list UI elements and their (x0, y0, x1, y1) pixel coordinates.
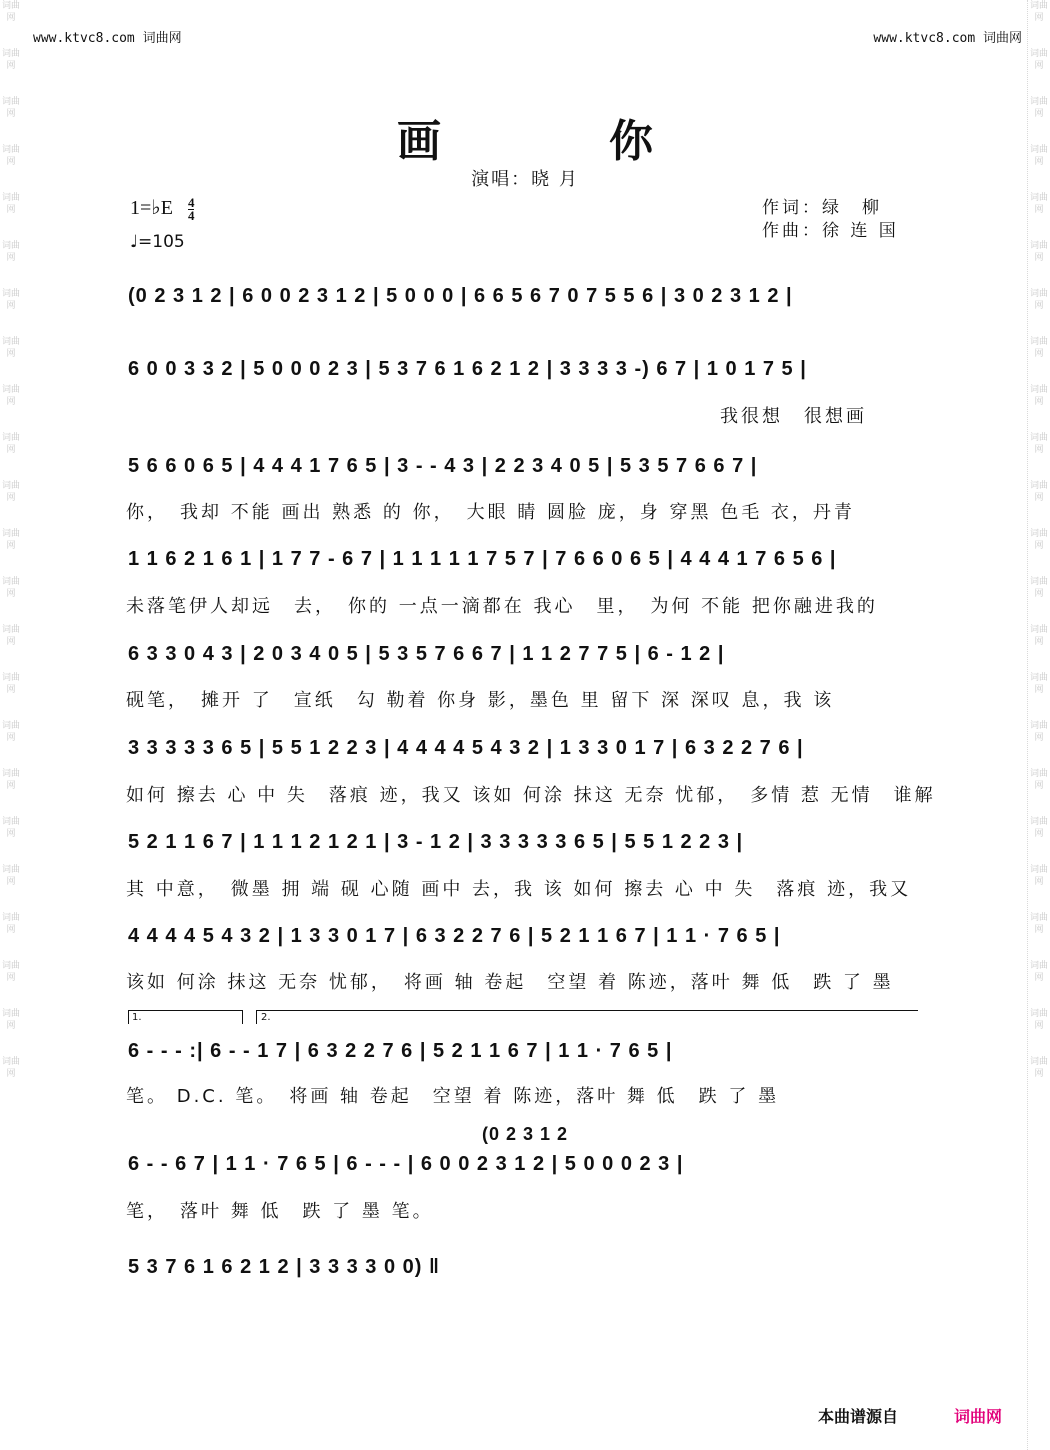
lyric-line-8: 该如 何涂 抹这 无奈 忧郁， 将画 轴 卷起 空望 着 陈迹，落叶 舞 低 跌 了 墨 (126, 972, 894, 993)
score-line-6: 3 3 3 3 3 6 5 | 5 5 1 2 2 3 | 4 4 4 4 5 4 3 2 | 1 3 3 0 1 7 | 6 3 2 2 7 6 | (128, 737, 804, 759)
volta-1-right (242, 1010, 243, 1024)
lyric-line-5: 砚笔， 摊开 了 宣纸 勾 勒着 你身 影，墨色 里 留下 深 深叹 息，我 该 (126, 690, 835, 711)
volta-2-left (256, 1010, 257, 1024)
footer-source-text: 本曲谱源自 (818, 1407, 899, 1426)
score-line-7: 5 2 1 1 6 7 | 1 1 1 2 1 2 1 | 3 - 1 2 | 3 3 3 3 3 6 5 | 5 5 1 2 2 3 | (128, 831, 744, 853)
score-line-10: 6 - - 6 7 | 1 1 · 7 6 5 | 6 - - - | 6 0 0 2 3 1 2 | 5 0 0 0 2 3 | (128, 1153, 684, 1175)
score-line-8: 4 4 4 4 5 4 3 2 | 1 3 3 0 1 7 | 6 3 2 2 7 6 | 5 2 1 1 6 7 | 1 1 · 7 6 5 | (128, 925, 781, 947)
lyricist-credit: 作词：绿 柳 (762, 198, 882, 218)
score-line-9: 6 - - - :| 6 - - 1 7 | 6 3 2 2 7 6 | 5 2 1 1 6 7 | 1 1 · 7 6 5 | (128, 1040, 673, 1062)
volta-1-label: 1. (132, 1012, 142, 1023)
volta-1-top (128, 1010, 243, 1011)
key-signature: 1=♭E $\frac{4}{4}$ (130, 194, 195, 223)
lyric-line-4: 未落笔伊人却远 去， 你的 一点一滴都在 我心 里， 为何 不能 把你融进我的 (126, 596, 878, 617)
lyric-line-7: 其 中意， 微墨 拥 端 砚 心随 画中 去，我 该 如何 擦去 心 中 失 落痕 迹，我又 (126, 879, 912, 900)
header-site-left: www.ktvc8.com 词曲网 (33, 31, 182, 46)
song-title: 画 你 (397, 116, 715, 167)
intro-repeat-notes: (0 2 3 1 2 (482, 1124, 569, 1144)
score-line-11: 5 3 7 6 1 6 2 1 2 | 3 3 3 3 0 0) ‖ (128, 1256, 440, 1278)
volta-1-left (128, 1010, 129, 1024)
volta-2-top (256, 1010, 918, 1011)
score-line-5: 6 3 3 0 4 3 | 2 0 3 4 0 5 | 5 3 5 7 6 6 7 | 1 1 2 7 7 5 | 6 - 1 2 | (128, 643, 725, 665)
composer-credit: 作曲：徐 连 国 (762, 221, 899, 241)
score-line-2: 6 0 0 3 3 2 | 5 0 0 0 2 3 | 5 3 7 6 1 6 2 1 2 | 3 3 3 3 -) 6 7 | 1 0 1 7 5 | (128, 358, 807, 380)
lyric-line-6: 如何 擦去 心 中 失 落痕 迹，我又 该如 何涂 抹这 无奈 忧郁， 多情 惹 无情 谁解 (126, 785, 936, 806)
footer-source (818, 1404, 1002, 1427)
left-side-watermark: 词曲网 词曲网 词曲网 词曲网 词曲网 词曲网 词曲网 词曲网 词曲网 词曲网 词曲网 词曲网 词曲网 词曲网 词曲网 词曲网 词曲网 词曲网 词曲网 词曲网 词曲网 词曲网 词曲网 (1, 1, 20, 1079)
lyric-line-10: 笔， 落叶 舞 低 跌 了 墨 笔。 (126, 1201, 434, 1222)
credits (762, 197, 899, 243)
header-site-right: www.ktvc8.com 词曲网 (873, 31, 1022, 46)
score-line-3: 5 6 6 0 6 5 | 4 4 4 1 7 6 5 | 3 - - 4 3 | 2 2 3 4 0 5 | 5 3 5 7 6 6 7 | (128, 455, 758, 477)
volta-2-label: 2. (261, 1012, 271, 1023)
score-line-1: (0 2 3 1 2 | 6 0 0 2 3 1 2 | 5 0 0 0 | 6 6 5 6 7 0 7 5 5 6 | 3 0 2 3 1 2 | (128, 285, 793, 307)
score-line-4: 1 1 6 2 1 6 1 | 1 7 7 - 6 7 | 1 1 1 1 1 7 5 7 | 7 6 6 0 6 5 | 4 4 4 1 7 6 5 6 | (128, 548, 837, 570)
tempo-marking: ♩=105 (130, 232, 185, 252)
time-signature: $\frac{4}{4}$ (187, 194, 195, 223)
lyric-line-9: 笔。 D.C. 笔。 将画 轴 卷起 空望 着 陈迹，落叶 舞 低 跌 了 墨 (126, 1086, 780, 1107)
footer-brand-link[interactable]: 词曲网 (954, 1407, 1003, 1426)
right-side-watermark: 词曲网 词曲网 词曲网 词曲网 词曲网 词曲网 词曲网 词曲网 词曲网 词曲网 词曲网 词曲网 词曲网 词曲网 词曲网 词曲网 词曲网 词曲网 词曲网 词曲网 词曲网 词曲网 词曲网 (1027, 0, 1050, 1450)
singer-credit: 演唱：晓 月 (471, 169, 579, 190)
lyric-line-3: 你， 我却 不能 画出 熟悉 的 你， 大眼 睛 圆脸 庞，身 穿黑 色毛 衣，丹青 (126, 502, 855, 523)
lyric-line-2: 我很想 很想画 (720, 406, 867, 427)
